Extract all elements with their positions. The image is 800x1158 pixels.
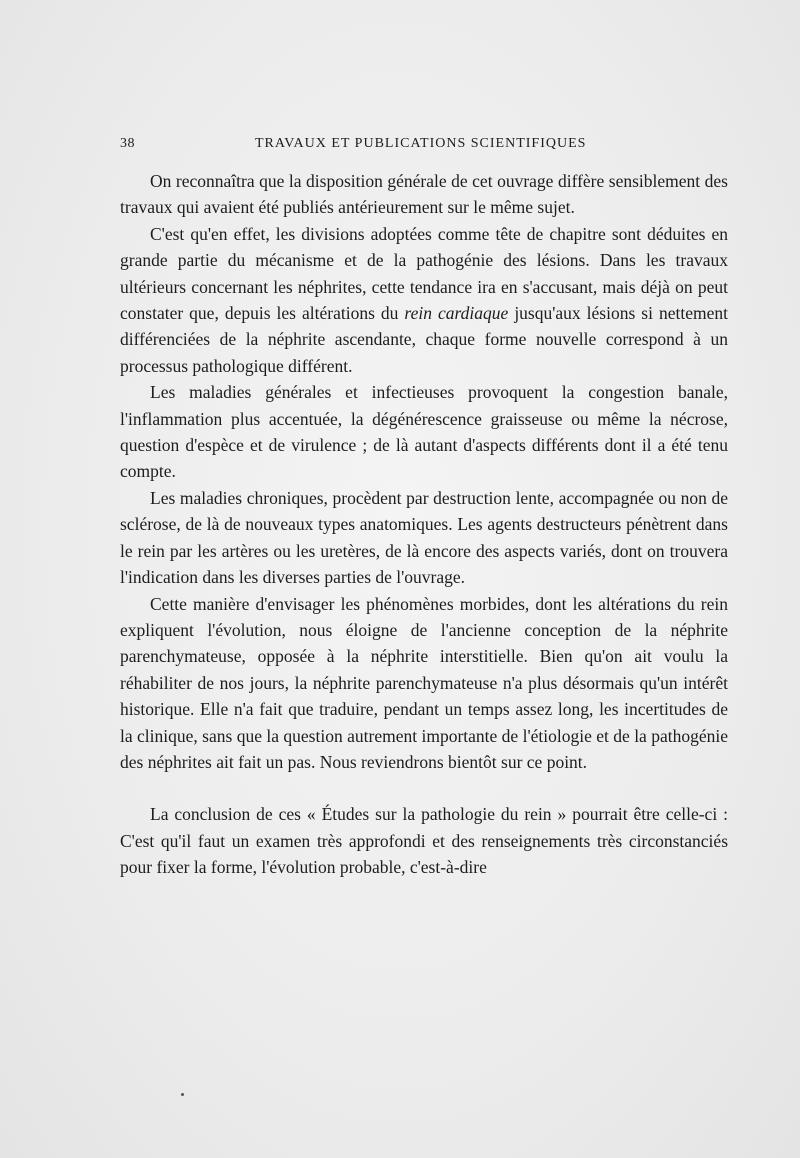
page-header [120,136,726,156]
page-number: 38 [120,136,135,151]
paragraph: On reconnaîtra que la disposition générale de cet ouvrage diffère sensiblement des travaux qui avaient été publiés antérieurement sur le même sujet. [120,171,728,218]
paragraph: La conclusion de ces « Études sur la pathologie du rein » pourrait être celle-ci : C'est qu'il faut un examen très approfondi et des renseignements très circonstanciés pour fixer la forme, l'évolution probable, c'est-à-dire [120,804,728,878]
paragraph: Les maladies chroniques, procèdent par destruction lente, accompagnée ou non de sclérose, de là de nouveaux types anatomiques. Les agents destructeurs pénètrent dans le rein par les artères ou les uretères, de là encore des aspects variés, dont on trouvera l'indication dans les diverses parties de l'ouvrage. [120,487,728,588]
running-title: TRAVAUX ET PUBLICATIONS SCIENTIFIQUES [255,136,587,151]
paragraph [120,221,728,379]
body-text [120,168,728,881]
paragraph-text: jusqu'aux lésions si nettement différenciées de la néphrite ascendante, chaque forme nouvelle correspond à un processus pathologique différent. [120,303,728,376]
paragraph: Les maladies générales et infectieuses provoquent la congestion banale, l'inflammation plus accentuée, la dégénérescence graisseuse ou même la nécrose, question d'espèce et de virulence ; de là autant d'aspects différents dont il a été tenu compte. [120,382,728,482]
paragraph: Cette manière d'envisager les phénomènes morbides, dont les altérations du rein expliquent l'évolution, nous éloigne de l'ancienne conception de la néphrite parenchymateuse, opposée à la néphrite interstitielle. Bien qu'on ait voulu la réhabiliter de nos jours, la néphrite parenchymateuse n'a plus désormais qu'un intérêt historique. Elle n'a fait que traduire, pendant un temps assez long, les incertitudes de la clinique, sans que la question autrement importante de l'étiologie et de la pathogénie des néphrites ait fait un pas. Nous reviendrons bientôt sur ce point. [120,593,728,772]
italic-term: rein cardiaque [404,303,509,324]
paragraph-text: C'est qu'en effet, les divisions adoptées comme tête de chapitre sont déduites en grande partie du mécanisme et de la pathogénie des lésions. Dans les travaux ultérieurs concernant les néphrites, cette tendance ira en s'accusant, mais déjà on peut constater que, depuis les altérations du [120,223,728,324]
print-speck [181,1093,184,1096]
